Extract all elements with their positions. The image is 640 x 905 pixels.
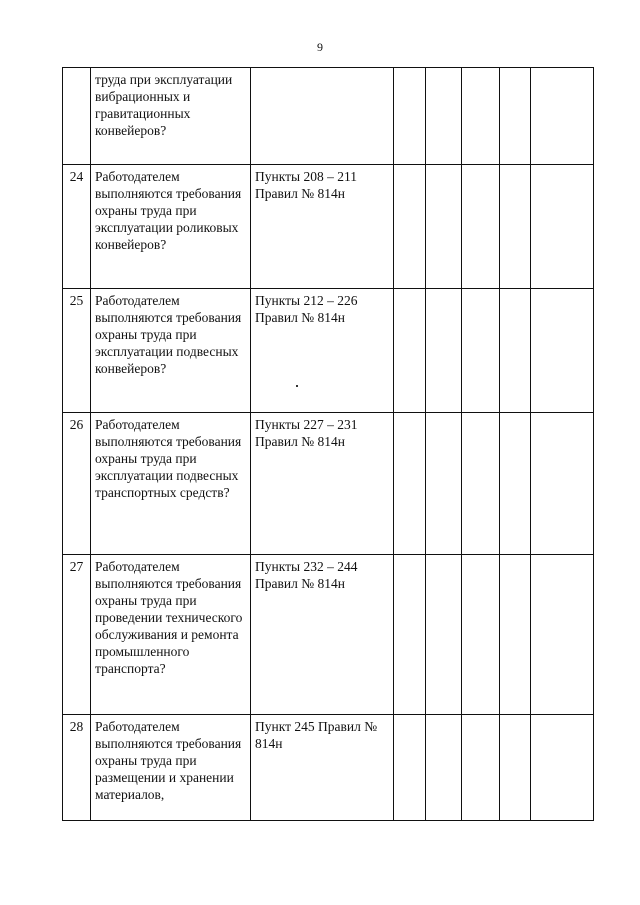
answer-extra-cell: [500, 413, 531, 555]
row-reference: Пункт 245 Правил № 814н: [251, 715, 394, 821]
row-question: Работодателем выполняются требования охраны труда при эксплуатации подвесных конвейеров?: [91, 289, 251, 413]
row-question: Работодателем выполняются требования охраны труда при проведении технического обслуживания и ремонта промышленного транспорта?: [91, 555, 251, 715]
notes-cell: [531, 68, 594, 165]
answer-yes-cell: [394, 715, 426, 821]
table-row: [63, 715, 594, 821]
answer-na-cell: [462, 165, 500, 289]
row-number: [63, 68, 91, 165]
answer-no-cell: [426, 165, 462, 289]
notes-cell: [531, 165, 594, 289]
page-number: 9: [317, 40, 323, 54]
row-reference: Пункты 208 – 211 Правил № 814н: [251, 165, 394, 289]
answer-extra-cell: [500, 555, 531, 715]
row-reference: Пункты 227 – 231 Правил № 814н: [251, 413, 394, 555]
table-row: [63, 555, 594, 715]
scan-speck: [296, 385, 298, 387]
table-row: [63, 289, 594, 413]
row-number: 26: [63, 413, 91, 555]
answer-no-cell: [426, 715, 462, 821]
table-row: [63, 413, 594, 555]
notes-cell: [531, 413, 594, 555]
answer-extra-cell: [500, 715, 531, 821]
answer-na-cell: [462, 555, 500, 715]
answer-yes-cell: [394, 68, 426, 165]
answer-na-cell: [462, 413, 500, 555]
row-question: труда при эксплуатации вибрационных и гравитационных конвейеров?: [91, 68, 251, 165]
answer-no-cell: [426, 68, 462, 165]
answer-extra-cell: [500, 68, 531, 165]
answer-na-cell: [462, 715, 500, 821]
row-number: 24: [63, 165, 91, 289]
row-reference: [251, 68, 394, 165]
row-reference: Пункты 212 – 226 Правил № 814н: [251, 289, 394, 413]
answer-extra-cell: [500, 289, 531, 413]
notes-cell: [531, 555, 594, 715]
table-row: [63, 165, 594, 289]
answer-yes-cell: [394, 165, 426, 289]
table-row: [63, 68, 594, 165]
answer-yes-cell: [394, 413, 426, 555]
answer-yes-cell: [394, 555, 426, 715]
notes-cell: [531, 715, 594, 821]
row-question: Работодателем выполняются требования охраны труда при эксплуатации подвесных транспортных средств?: [91, 413, 251, 555]
row-question: Работодателем выполняются требования охраны труда при эксплуатации роликовых конвейеров?: [91, 165, 251, 289]
row-reference: Пункты 232 – 244 Правил № 814н: [251, 555, 394, 715]
checklist-table: [62, 67, 594, 821]
row-number: 25: [63, 289, 91, 413]
answer-no-cell: [426, 413, 462, 555]
row-number: 28: [63, 715, 91, 821]
answer-no-cell: [426, 289, 462, 413]
notes-cell: [531, 289, 594, 413]
answer-no-cell: [426, 555, 462, 715]
row-question: Работодателем выполняются требования охраны труда при размещении и хранении материалов,: [91, 715, 251, 821]
answer-na-cell: [462, 68, 500, 165]
answer-extra-cell: [500, 165, 531, 289]
answer-yes-cell: [394, 289, 426, 413]
answer-na-cell: [462, 289, 500, 413]
row-number: 27: [63, 555, 91, 715]
